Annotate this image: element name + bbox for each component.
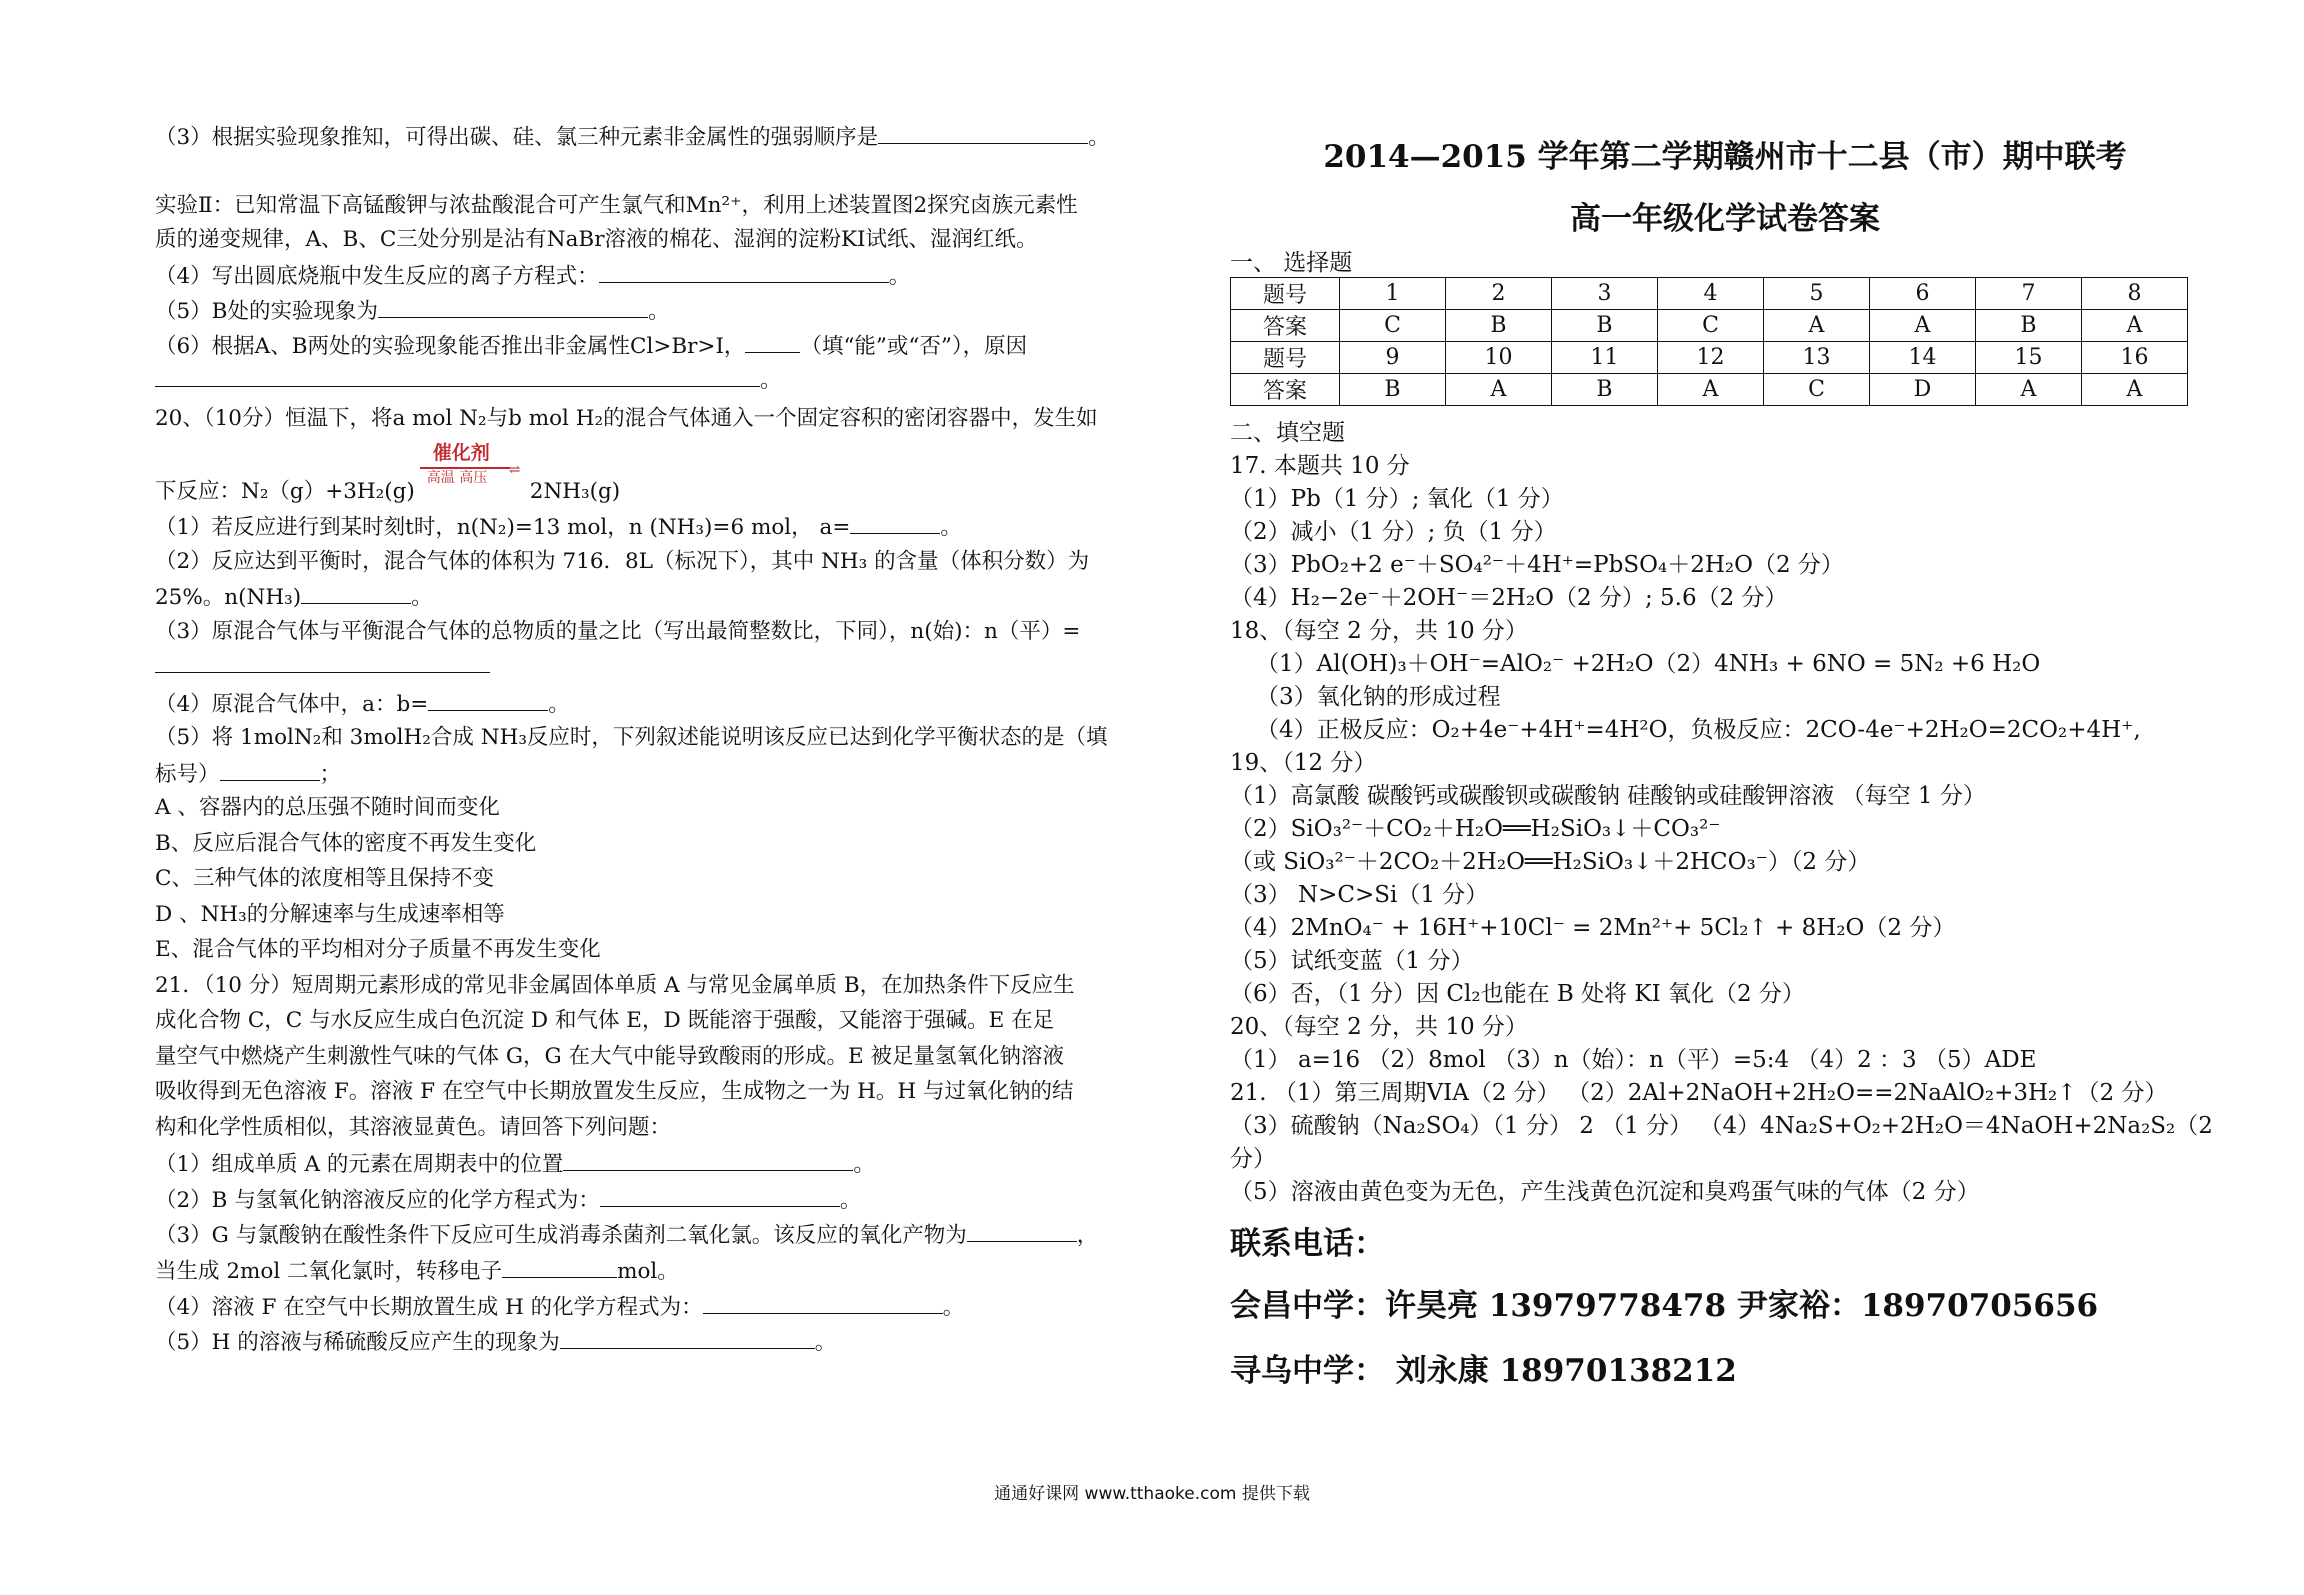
answer-line: （3） N>C>Si（1 分）	[1230, 882, 1489, 908]
answer-line: （4）正极反应：O₂+4e⁻+4H⁺=4H²O，负极反应：2CO-4e⁻+2H₂O=2CO₂+4H⁺,	[1256, 717, 2141, 743]
table-row	[1231, 310, 2188, 342]
answer-blank	[599, 262, 889, 283]
question-line: 成化合物 C，C 与水反应生成白色沉淀 D 和气体 E，D 既能溶于强酸，又能溶于强碱。E 在足	[155, 1008, 1055, 1033]
table-cell: 2	[1446, 278, 1552, 310]
question-line: 当生成 2mol 二氧化氯时，转移电子 mol。	[155, 1259, 679, 1284]
answer-blank	[155, 366, 760, 387]
question-line: 量空气中燃烧产生刺激性气味的气体 G，G 在大气中能导致酸雨的形成。E 被足量氢氧化钠溶液	[155, 1044, 1065, 1069]
table-cell: 7	[1976, 278, 2082, 310]
page-title: 2014—2015 学年第二学期赣州市十二县（市）期中联考	[1323, 139, 2127, 175]
option-a: A 、容器内的总压强不随时间而变化	[155, 795, 500, 820]
answer-line: 21. （1）第三周期VIA（2 分） （2）2Al+2NaOH+2H₂O==2NaAlO₂+3H₂↑（2 分）	[1230, 1080, 2168, 1106]
question-line: 吸收得到无色溶液 F。溶液 F 在空气中长期放置发生反应，生成物之一为 H。H 与过氧化钠的结	[155, 1079, 1074, 1104]
answer-blank	[378, 297, 648, 318]
question-line: （1）若反应进行到某时刻t时，n(N₂)=13 mol，n (NH₃)=6 mol， a= 。	[155, 515, 962, 540]
table-cell: 10	[1446, 342, 1552, 374]
question-line	[155, 652, 490, 680]
answer-blank	[967, 1221, 1077, 1242]
table-cell: A	[1764, 310, 1870, 342]
answer-line: （6）否，（1 分）因 Cl₂也能在 B 处将 KI 氧化（2 分）	[1230, 981, 1805, 1007]
answer-blank	[850, 513, 940, 534]
answer-line: 18、（每空 2 分，共 10 分）	[1230, 618, 1528, 644]
answer-line: （1）Pb（1 分）; 氧化（1 分）	[1230, 486, 1564, 512]
question-line: （4）溶液 F 在空气中长期放置生成 H 的化学方程式为： 。	[155, 1295, 965, 1320]
table-cell: D	[1870, 374, 1976, 406]
answer-line: （1）高氯酸 碳酸钙或碳酸钡或碳酸钠 硅酸钠或硅酸钾溶液 （每空 1 分）	[1230, 783, 1986, 809]
answer-line: （5）试纸变蓝（1 分）	[1230, 948, 1474, 974]
table-row	[1231, 278, 2188, 310]
arrow-head-icon: ⇌	[508, 462, 521, 478]
question-line: （2）B 与氢氧化钠溶液反应的化学方程式为： 。	[155, 1188, 862, 1213]
table-cell: 4	[1658, 278, 1764, 310]
table-cell: A	[2082, 374, 2188, 406]
contact-heading: 联系电话：	[1230, 1226, 1385, 1262]
table-cell: 9	[1340, 342, 1446, 374]
question-line: （5）将 1molN₂和 3molH₂合成 NH₃反应时，下列叙述能说明该反应已达到化学平衡状态的是（填	[155, 725, 1108, 750]
question-line: 20、（10分）恒温下，将a mol N₂与b mol H₂的混合气体通入一个固定容积的密闭容器中，发生如	[155, 406, 1098, 431]
table-cell: C	[1658, 310, 1764, 342]
question-line: （5）B处的实验现象为 。	[155, 299, 670, 324]
answer-blank	[220, 760, 320, 781]
table-row	[1231, 374, 2188, 406]
question-line: （4）写出圆底烧瓶中发生反应的离子方程式： 。	[155, 264, 911, 289]
reaction-arrow-line	[420, 467, 510, 469]
table-cell: 13	[1764, 342, 1870, 374]
table-cell: 16	[2082, 342, 2188, 374]
answer-line: （2）SiO₃²⁻＋CO₂＋H₂O══H₂SiO₃↓＋CO₃²⁻	[1230, 816, 1721, 842]
answer-line: （3）氧化钠的形成过程	[1256, 684, 1501, 710]
answer-line: （1） a=16 （2）8mol （3）n（始）：n（平）=5:4 （4）2 ：3 （5）ADE	[1230, 1047, 2037, 1073]
question-line: （3）G 与氯酸钠在酸性条件下反应可生成消毒杀菌剂二氧化氯。该反应的氧化产物为 ，	[155, 1223, 1099, 1248]
table-cell: 5	[1764, 278, 1870, 310]
contact-line: 会昌中学：许昊亮 13979778478 尹家裕：18970705656	[1230, 1288, 2099, 1324]
answer-line: 20、（每空 2 分，共 10 分）	[1230, 1014, 1528, 1040]
answer-line: （或 SiO₃²⁻＋2CO₂＋2H₂O══H₂SiO₃↓＋2HCO₃⁻）（2 分）	[1230, 849, 1871, 875]
table-cell: A	[2082, 310, 2188, 342]
answer-blank	[301, 583, 411, 604]
table-cell: 15	[1976, 342, 2082, 374]
answer-blank	[428, 690, 548, 711]
table-cell: A	[1446, 374, 1552, 406]
answer-blank	[745, 332, 800, 353]
question-line: （5）H 的溶液与稀硫酸反应产生的现象为 。	[155, 1330, 837, 1355]
page-footer: 通通好课网 www.tthaoke.com 提供下载	[994, 1484, 1310, 1504]
section-heading: 二、填空题	[1230, 420, 1345, 446]
table-cell: B	[1340, 374, 1446, 406]
answer-line: 17. 本题共 10 分	[1230, 453, 1410, 479]
question-line: （3）根据实验现象推知，可得出碳、硅、氯三种元素非金属性的强弱顺序是 。	[155, 125, 1110, 150]
answer-line: 19、（12 分）	[1230, 750, 1377, 776]
table-cell: 11	[1552, 342, 1658, 374]
answer-table	[1230, 277, 2188, 406]
table-cell: 3	[1552, 278, 1658, 310]
question-line: 25%。n(NH₃) 。	[155, 585, 433, 610]
answer-line: （1）Al(OH)₃＋OH⁻=AlO₂⁻ +2H₂O（2）4NH₃ + 6NO = 5N₂ +6 H₂O	[1256, 651, 2041, 677]
question-line: 标号） ；	[155, 762, 342, 787]
table-head-cell: 题号	[1231, 342, 1340, 374]
option-c: C、三种气体的浓度相等且保持不变	[155, 866, 494, 891]
table-head-cell: 答案	[1231, 374, 1340, 406]
answer-line: （4）H₂−2e⁻＋2OH⁻＝2H₂O（2 分）; 5.6（2 分）	[1230, 585, 1788, 611]
table-cell: 1	[1340, 278, 1446, 310]
table-row	[1231, 342, 2188, 374]
answer-blank	[560, 1328, 815, 1349]
question-line: （4）原混合气体中，a：b= 。	[155, 692, 570, 717]
page-subtitle: 高一年级化学试卷答案	[1570, 201, 1880, 237]
question-line: 质的递变规律，A、B、C三处分别是沾有NaBr溶液的棉花、湿润的淀粉KI试纸、湿润红纸。	[155, 227, 1038, 252]
question-line: 。	[155, 366, 782, 394]
answer-blank	[155, 652, 490, 673]
table-head-cell: 题号	[1231, 278, 1340, 310]
answer-blank	[878, 123, 1088, 144]
question-line: 实验Ⅱ：已知常温下高锰酸钾与浓盐酸混合可产生氯气和Mn²⁺，利用上述装置图2探究卤族元素性	[155, 193, 1078, 218]
table-cell: B	[1552, 310, 1658, 342]
option-b: B、反应后混合气体的密度不再发生变化	[155, 831, 537, 856]
table-cell: B	[1446, 310, 1552, 342]
answer-line: （2）减小（1 分）; 负（1 分）	[1230, 519, 1557, 545]
answer-blank	[703, 1293, 943, 1314]
question-line: 构和化学性质相似，其溶液显黄色。请回答下列问题：	[155, 1115, 672, 1140]
answer-blank	[600, 1186, 840, 1207]
reaction-equation: 下反应：N₂（g）+3H₂(g) 催化剂 ⇌ 高温 高压 2NH₃(g)	[155, 442, 621, 504]
answer-line: （3）硫酸钠（Na₂SO₄）（1 分） 2 （1 分） （4）4Na₂S+O₂+2H₂O＝4NaOH+2Na₂S₂（2	[1230, 1113, 2213, 1139]
table-cell: 6	[1870, 278, 1976, 310]
table-cell: C	[1764, 374, 1870, 406]
contact-line: 寻乌中学： 刘永康 18970138212	[1230, 1353, 1737, 1389]
table-cell: B	[1976, 310, 2082, 342]
option-e: E、混合气体的平均相对分子质量不再发生变化	[155, 937, 601, 962]
question-line: （2）反应达到平衡时，混合气体的体积为 716．8L（标况下），其中 NH₃ 的含量（体积分数）为	[155, 549, 1090, 574]
question-line: （6）根据A、B两处的实验现象能否推出非金属性Cl>Br>I， （填“能”或“否”），原因	[155, 334, 1028, 359]
table-cell: 12	[1658, 342, 1764, 374]
catalyst-label: 催化剂	[432, 442, 490, 464]
answer-line: 分）	[1230, 1146, 1276, 1172]
table-cell: C	[1340, 310, 1446, 342]
answer-blank	[563, 1150, 853, 1171]
table-head-cell: 答案	[1231, 310, 1340, 342]
catalyst-arrow	[415, 442, 530, 498]
option-d: D 、NH₃的分解速率与生成速率相等	[155, 902, 505, 927]
section-heading: 一、 选择题	[1230, 250, 1353, 276]
question-line: （3）原混合气体与平衡混合气体的总物质的量之比（写出最简整数比，下同），n(始)：n（平）=	[155, 619, 1081, 644]
answer-blank	[502, 1257, 617, 1278]
question-line: （1）组成单质 A 的元素在周期表中的位置 。	[155, 1152, 875, 1177]
answer-line: （5）溶液由黄色变为无色，产生浅黄色沉淀和臭鸡蛋气味的气体（2 分）	[1230, 1179, 1980, 1205]
table-cell: 8	[2082, 278, 2188, 310]
answer-line: （4）2MnO₄⁻ + 16H⁺+10Cl⁻ = 2Mn²⁺+ 5Cl₂↑ + 8H₂O（2 分）	[1230, 915, 1956, 941]
question-line: 21．（10 分）短周期元素形成的常见非金属固体单质 A 与常见金属单质 B，在加热条件下反应生	[155, 973, 1075, 998]
condition-label: 高温 高压	[426, 470, 488, 486]
table-cell: A	[1976, 374, 2082, 406]
table-cell: B	[1552, 374, 1658, 406]
table-cell: A	[1870, 310, 1976, 342]
table-cell: 14	[1870, 342, 1976, 374]
answer-line: （3）PbO₂+2 e⁻＋SO₄²⁻＋4H⁺=PbSO₄＋2H₂O（2 分）	[1230, 552, 1844, 578]
table-cell: A	[1658, 374, 1764, 406]
